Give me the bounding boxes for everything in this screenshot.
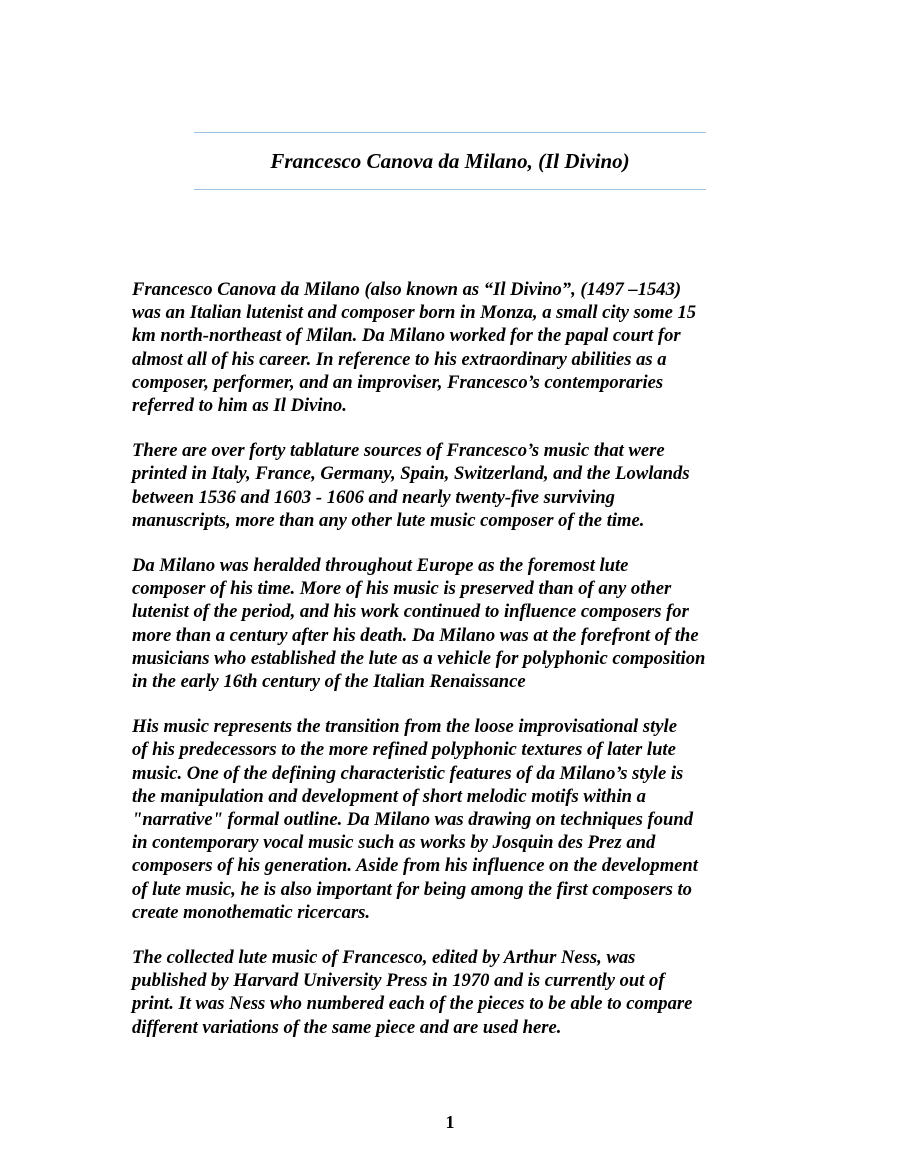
text-line: Da Milano was heralded throughout Europe as the foremost lute <box>132 555 629 577</box>
text-line: There are over forty tablature sources of Francesco’s music that were <box>132 440 665 462</box>
text-line: published by Harvard University Press in 1970 and is currently out of <box>132 970 665 992</box>
page-number: 1 <box>445 1112 455 1132</box>
text-line: was an Italian lutenist and composer born in Monza, a small city some 15 <box>132 302 697 324</box>
text-line: referred to him as Il Divino. <box>132 395 347 417</box>
text-line: The collected lute music of Francesco, edited by Arthur Ness, was <box>132 947 636 969</box>
text-line: almost all of his career. In reference to his extraordinary abilities as a <box>132 348 667 370</box>
text-line: different variations of the same piece and are used here. <box>132 1016 562 1038</box>
text-line: the manipulation and development of short melodic motifs within a <box>132 785 646 807</box>
text-line: Francesco Canova da Milano (also known as “Il Divino”, (1497 –1543) <box>132 279 682 300</box>
page-title: Francesco Canova da Milano, (Il Divino) <box>270 149 630 173</box>
text-line: His music represents the transition from the loose improvisational style <box>132 716 677 738</box>
text-line: music. One of the defining characteristic features of da Milano’s style is <box>132 762 684 784</box>
paragraph-style <box>132 715 792 924</box>
text-line: create monothematic ricercars. <box>132 901 371 923</box>
text-line: print. It was Ness who numbered each of the pieces to be able to compare <box>132 993 693 1015</box>
text-line: lutenist of the period, and his work continued to influence composers for <box>132 601 689 623</box>
title-bottom-rule <box>194 189 706 190</box>
text-line: of his predecessors to the more refined polyphonic textures of later lute <box>132 739 676 761</box>
title-top-rule <box>194 132 706 133</box>
text-line: composer of his time. More of his music is preserved than of any other <box>132 578 672 600</box>
paragraph-reputation <box>132 554 792 693</box>
text-line: in contemporary vocal music such as works by Josquin des Prez and <box>132 832 656 854</box>
text-line: manuscripts, more than any other lute music composer of the time. <box>132 509 645 531</box>
text-line: km north-northeast of Milan. Da Milano worked for the papal court for <box>132 325 681 347</box>
text-line: musicians who established the lute as a vehicle for polyphonic composition <box>132 647 706 669</box>
text-line: composers of his generation. Aside from his influence on the development <box>132 855 698 877</box>
text-line: more than a century after his death. Da Milano was at the forefront of the <box>132 624 699 646</box>
text-line: "narrative" formal outline. Da Milano was drawing on techniques found <box>132 809 693 831</box>
text-line: printed in Italy, France, Germany, Spain, Switzerland, and the Lowlands <box>132 463 690 485</box>
text-line: between 1536 and 1603 - 1606 and nearly twenty-five surviving <box>132 486 615 508</box>
text-line: of lute music, he is also important for being among the first composers to <box>132 878 692 900</box>
text-line: in the early 16th century of the Italian Renaissance <box>132 671 526 693</box>
paragraph-sources <box>132 439 792 532</box>
paragraph-biography <box>132 278 792 417</box>
text-line: composer, performer, and an improviser, Francesco’s contemporaries <box>132 371 664 393</box>
document-body <box>132 278 792 1061</box>
paragraph-collected-works <box>132 946 792 1039</box>
